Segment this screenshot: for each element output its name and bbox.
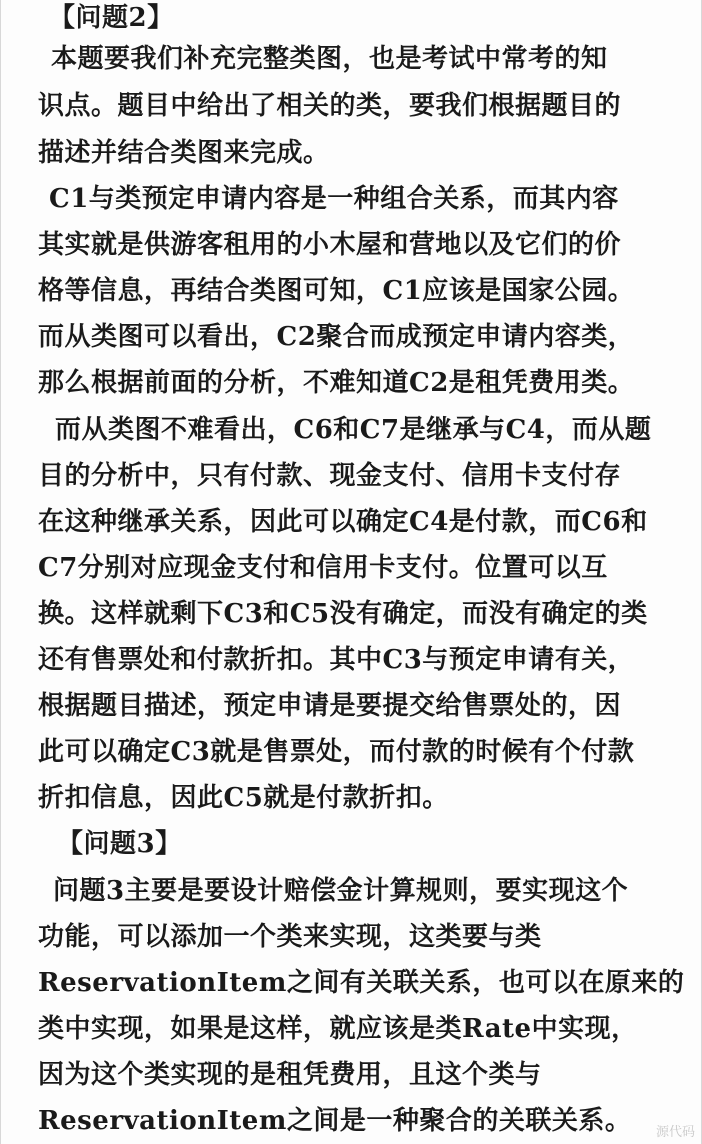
paragraph-line: 而从类图可以看出，C2聚合而成预定申请内容类， [38, 322, 635, 352]
paragraph-line: 此可以确定C3就是售票处，而付款的时候有个付款 [38, 737, 635, 767]
paragraph-line: 还有售票处和付款折扣。其中C3与预定申请有关， [38, 645, 635, 675]
paragraph-line: ReservationItem之间有关联关系，也可以在原来的 [38, 968, 685, 998]
paragraph-line: 因为这个类实现的是租凭费用，且这个类与 [38, 1060, 542, 1090]
paragraph-line: 格等信息，再结合类图可知，C1应该是国家公园。 [38, 276, 635, 306]
paragraph-line: 折扣信息，因此C5就是付款折扣。 [38, 783, 449, 813]
paragraph-line: 根据题目描述，预定申请是要提交给售票处的，因 [38, 691, 622, 721]
paragraph-line: 而从类图不难看出，C6和C7是继承与C4，而从题 [55, 415, 652, 445]
paragraph-line: C1与类预定申请内容是一种组合关系，而其内容 [49, 184, 619, 214]
paragraph-line: 功能，可以添加一个类来实现，这类要与类 [38, 922, 542, 952]
paragraph-line: 换。这样就剩下C3和C5没有确定，而没有确定的类 [38, 599, 648, 629]
paragraph-line: 其实就是供游客租用的小木屋和营地以及它们的价 [38, 230, 622, 260]
paragraph-line: ReservationItem之间是一种聚合的关联关系。 [38, 1106, 632, 1136]
paragraph-line: 类中实现，如果是这样，就应该是类Rate中实现， [38, 1014, 638, 1044]
heading-question-2: 【问题2】 [49, 3, 174, 33]
paragraph-line: C7分别对应现金支付和信用卡支付。位置可以互 [38, 553, 608, 583]
heading-question-3: 【问题3】 [57, 829, 182, 859]
paragraph-line: 在这种继承关系，因此可以确定C4是付款，而C6和 [38, 507, 648, 537]
watermark: 源代码 [655, 1125, 695, 1140]
paragraph-line: 那么根据前面的分析，不难知道C2是租凭费用类。 [38, 368, 635, 398]
paragraph-line: 识点。题目中给出了相关的类，要我们根据题目的 [38, 91, 622, 121]
paragraph-line: 描述并结合类图来完成。 [38, 138, 330, 168]
paragraph-line: 本题要我们补充完整类图，也是考试中常考的知 [51, 44, 608, 74]
paragraph-line: 问题3主要是要设计赔偿金计算规则，要实现这个 [53, 876, 629, 906]
paragraph-line: 目的分析中，只有付款、现金支付、信用卡支付存 [38, 461, 622, 491]
